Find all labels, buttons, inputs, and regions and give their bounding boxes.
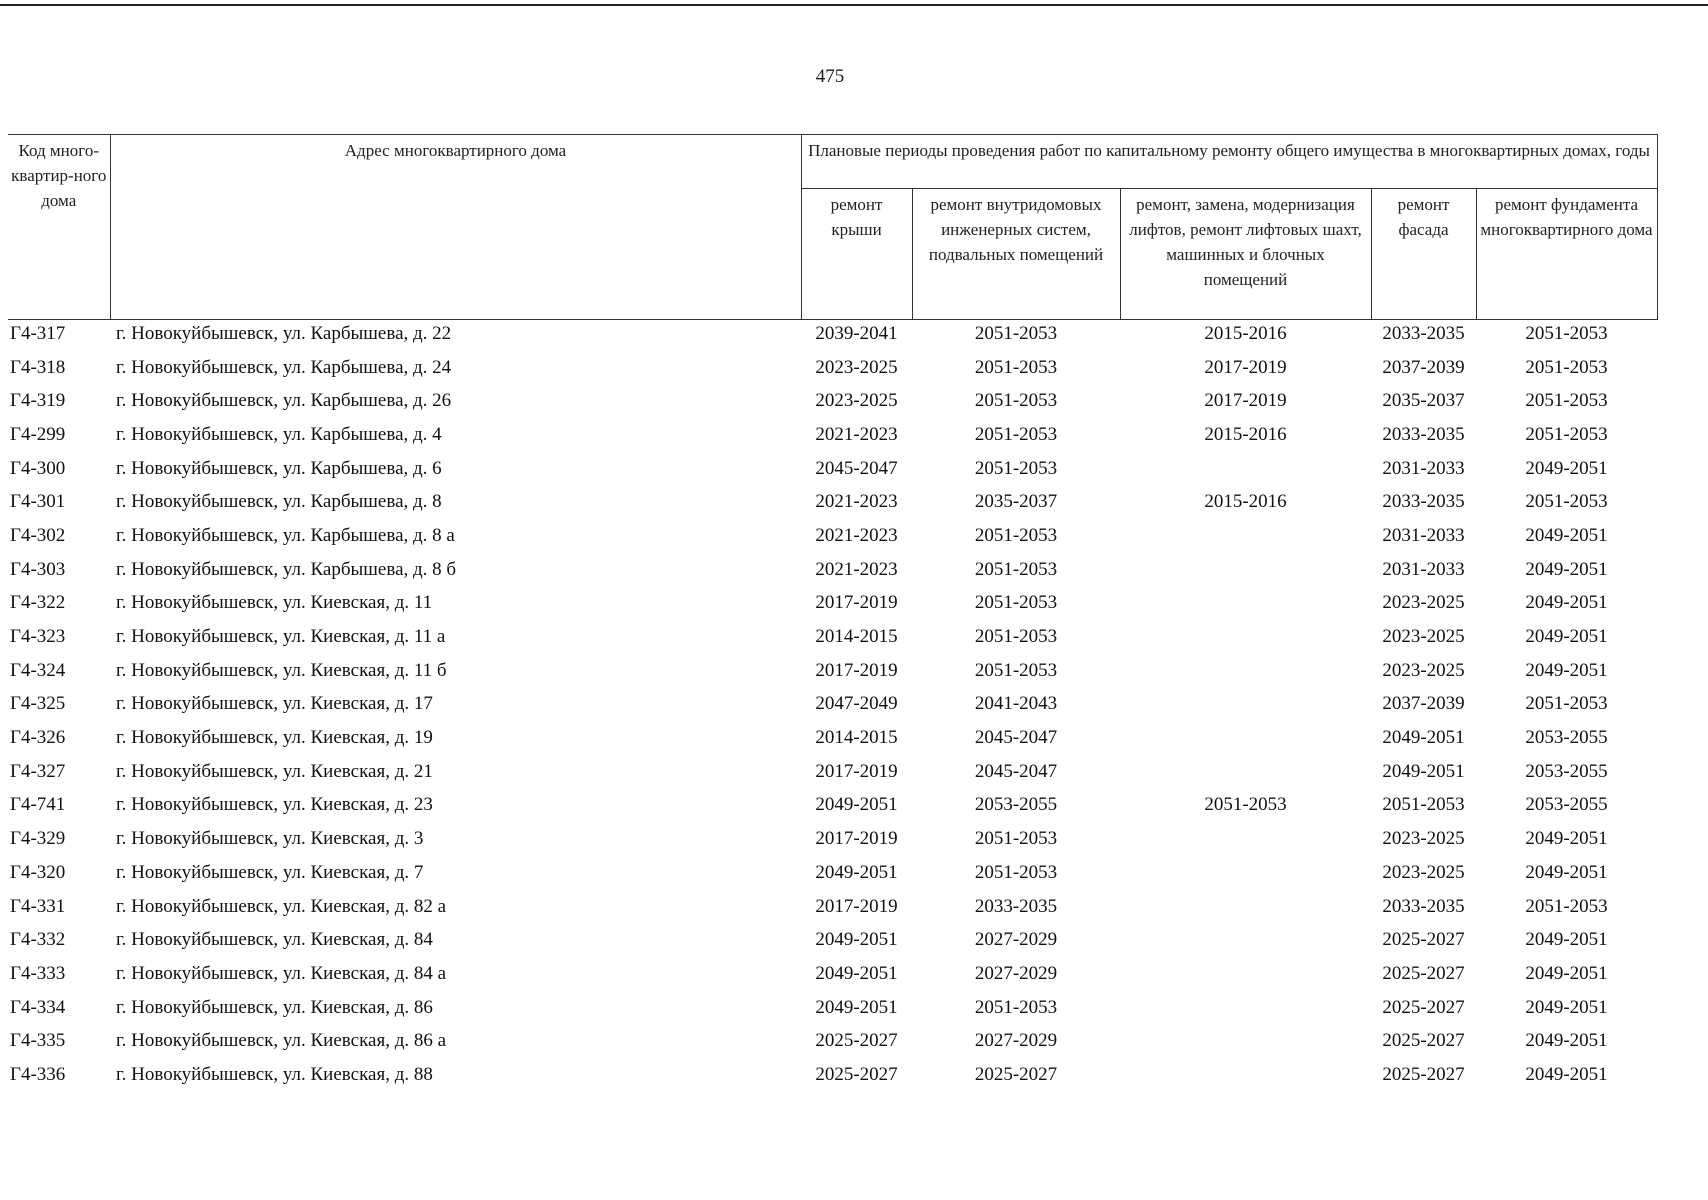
cell-facade: 2035-2037 (1382, 390, 1465, 412)
cell-elevators: 2015-2016 (1204, 322, 1287, 344)
cell-facade: 2033-2035 (1382, 322, 1465, 344)
cell-address: г. Новокуйбышевск, ул. Карбышева, д. 8 б (116, 558, 457, 580)
cell-address: г. Новокуйбышевск, ул. Киевская, д. 7 (116, 861, 424, 883)
cell-code: Г4-317 (10, 322, 66, 344)
cell-address: г. Новокуйбышевск, ул. Киевская, д. 11 б (116, 659, 447, 681)
cell-engineering: 2051-2053 (974, 390, 1058, 412)
cell-facade: 2025-2027 (1382, 929, 1465, 951)
cell-elevators (1120, 957, 1371, 991)
cell-address: г. Новокуйбышевск, ул. Киевская, д. 21 (116, 760, 433, 782)
cell-engineering: 2027-2029 (974, 1030, 1058, 1052)
cell-facade: 2025-2027 (1382, 1030, 1465, 1052)
cell-facade: 2031-2033 (1382, 558, 1465, 580)
cell-roof: 2045-2047 (815, 457, 898, 479)
table-row (8, 957, 1657, 991)
cell-engineering: 2027-2029 (974, 929, 1058, 951)
cell-address: г. Новокуйбышевск, ул. Киевская, д. 23 (116, 794, 433, 816)
table-row (8, 418, 1657, 452)
cell-facade: 2033-2035 (1382, 423, 1465, 445)
cell-elevators (1120, 1058, 1371, 1092)
cell-foundation: 2049-2051 (1525, 962, 1608, 984)
cell-code: Г4-333 (10, 962, 66, 984)
cell-foundation: 2051-2053 (1525, 390, 1608, 412)
cell-engineering: 2035-2037 (974, 491, 1058, 513)
cell-facade: 2031-2033 (1382, 524, 1465, 546)
cell-address: г. Новокуйбышевск, ул. Киевская, д. 88 (116, 1063, 433, 1085)
cell-roof: 2023-2025 (815, 356, 898, 378)
cell-roof: 2021-2023 (815, 491, 898, 513)
cell-engineering: 2025-2027 (974, 1063, 1058, 1085)
cell-engineering: 2051-2053 (974, 423, 1058, 445)
table-row (8, 688, 1657, 722)
cell-code: Г4-302 (10, 524, 66, 546)
cell-facade: 2037-2039 (1382, 356, 1465, 378)
header-code: Код много-квартир-ного дома (8, 135, 110, 320)
cell-facade: 2025-2027 (1382, 1063, 1465, 1085)
cell-code: Г4-331 (10, 895, 66, 917)
cell-elevators (1120, 721, 1371, 755)
cell-address: г. Новокуйбышевск, ул. Карбышева, д. 22 (116, 322, 452, 344)
cell-roof: 2021-2023 (815, 558, 898, 580)
cell-code: Г4-318 (10, 356, 66, 378)
cell-roof: 2025-2027 (815, 1030, 898, 1052)
table-row (8, 721, 1657, 755)
cell-code: Г4-300 (10, 457, 66, 479)
cell-roof: 2039-2041 (815, 322, 898, 344)
cell-foundation: 2049-2051 (1525, 929, 1608, 951)
cell-foundation: 2049-2051 (1525, 861, 1608, 883)
cell-facade: 2023-2025 (1382, 592, 1465, 614)
cell-code: Г4-323 (10, 626, 66, 648)
cell-roof: 2049-2051 (815, 861, 898, 883)
cell-facade: 2023-2025 (1382, 626, 1465, 648)
cell-elevators (1120, 890, 1371, 924)
cell-roof: 2049-2051 (815, 794, 898, 816)
cell-elevators: 2051-2053 (1204, 794, 1287, 816)
cell-code: Г4-335 (10, 1030, 66, 1052)
cell-foundation: 2049-2051 (1525, 996, 1608, 1018)
header-address: Адрес многоквартирного дома (110, 135, 801, 320)
cell-code: Г4-301 (10, 491, 66, 513)
cell-foundation: 2053-2055 (1525, 760, 1608, 782)
cell-code: Г4-329 (10, 828, 66, 850)
cell-elevators (1120, 923, 1371, 957)
cell-foundation: 2051-2053 (1525, 491, 1608, 513)
cell-address: г. Новокуйбышевск, ул. Карбышева, д. 8 а (116, 524, 455, 546)
cell-code: Г4-299 (10, 423, 66, 445)
cell-address: г. Новокуйбышевск, ул. Киевская, д. 19 (116, 727, 433, 749)
cell-facade: 2049-2051 (1382, 760, 1465, 782)
cell-foundation: 2051-2053 (1525, 322, 1608, 344)
cell-roof: 2017-2019 (815, 760, 898, 782)
cell-facade: 2023-2025 (1382, 659, 1465, 681)
table-row (8, 1024, 1657, 1058)
table-row (8, 452, 1657, 486)
cell-address: г. Новокуйбышевск, ул. Киевская, д. 86 а (116, 1030, 447, 1052)
cell-roof: 2017-2019 (815, 895, 898, 917)
cell-elevators (1120, 755, 1371, 789)
cell-roof: 2017-2019 (815, 659, 898, 681)
table-row (8, 351, 1657, 385)
cell-address: г. Новокуйбышевск, ул. Карбышева, д. 6 (116, 457, 442, 479)
header-roof: ремонт крыши (801, 189, 912, 320)
header-foundation: ремонт фундамента многоквартирного дома (1476, 189, 1657, 320)
cell-engineering: 2051-2053 (974, 524, 1058, 546)
cell-facade: 2033-2035 (1382, 895, 1465, 917)
cell-roof: 2023-2025 (815, 390, 898, 412)
cell-elevators (1120, 620, 1371, 654)
cell-elevators (1120, 1024, 1371, 1058)
cell-elevators: 2017-2019 (1204, 390, 1287, 412)
cell-foundation: 2049-2051 (1525, 626, 1608, 648)
cell-code: Г4-334 (10, 996, 66, 1018)
cell-foundation: 2049-2051 (1525, 558, 1608, 580)
table-row (8, 654, 1657, 688)
header-elevators: ремонт, замена, модернизация лифтов, ремонт лифтовых шахт, машинных и блочных помещений (1120, 189, 1371, 320)
cell-roof: 2025-2027 (815, 1063, 898, 1085)
table-body (8, 317, 1657, 1092)
cell-engineering: 2053-2055 (974, 794, 1058, 816)
cell-elevators: 2015-2016 (1204, 491, 1287, 513)
cell-facade: 2025-2027 (1382, 962, 1465, 984)
cell-roof: 2014-2015 (815, 626, 898, 648)
cell-foundation: 2049-2051 (1525, 524, 1608, 546)
cell-foundation: 2049-2051 (1525, 1030, 1608, 1052)
cell-engineering: 2033-2035 (974, 895, 1058, 917)
header-planned-periods: Плановые периоды проведения работ по капитальному ремонту общего имущества в многоквартирных домах, годы (801, 135, 1657, 189)
cell-elevators (1120, 688, 1371, 722)
page-number: 475 (815, 66, 845, 87)
cell-engineering: 2051-2053 (974, 828, 1058, 850)
cell-engineering: 2051-2053 (974, 659, 1058, 681)
cell-engineering: 2027-2029 (974, 962, 1058, 984)
cell-facade: 2037-2039 (1382, 693, 1465, 715)
cell-facade: 2023-2025 (1382, 861, 1465, 883)
cell-foundation: 2049-2051 (1525, 592, 1608, 614)
table-row (8, 485, 1657, 519)
cell-elevators (1120, 587, 1371, 621)
header-engineering: ремонт внутридомовых инженерных систем, подвальных помещений (912, 189, 1120, 320)
cell-address: г. Новокуйбышевск, ул. Карбышева, д. 26 (116, 390, 452, 412)
cell-code: Г4-327 (10, 760, 66, 782)
cell-code: Г4-319 (10, 390, 66, 412)
cell-engineering: 2051-2053 (974, 592, 1058, 614)
cell-engineering: 2051-2053 (974, 558, 1058, 580)
cell-roof: 2014-2015 (815, 727, 898, 749)
cell-address: г. Новокуйбышевск, ул. Киевская, д. 82 а (116, 895, 447, 917)
cell-address: г. Новокуйбышевск, ул. Карбышева, д. 8 (116, 491, 442, 513)
cell-elevators (1120, 991, 1371, 1025)
table-row (8, 923, 1657, 957)
cell-code: Г4-336 (10, 1063, 66, 1085)
header-facade: ремонт фасада (1371, 189, 1476, 320)
cell-foundation: 2049-2051 (1525, 1063, 1608, 1085)
cell-facade: 2049-2051 (1382, 727, 1465, 749)
cell-elevators (1120, 822, 1371, 856)
table-row (8, 755, 1657, 789)
table-row (8, 991, 1657, 1025)
cell-foundation: 2051-2053 (1525, 895, 1608, 917)
cell-elevators: 2015-2016 (1204, 423, 1287, 445)
cell-roof: 2049-2051 (815, 962, 898, 984)
table-header (8, 134, 1658, 320)
cell-code: Г4-332 (10, 929, 66, 951)
cell-address: г. Новокуйбышевск, ул. Киевская, д. 11 (116, 592, 433, 614)
cell-code: Г4-741 (10, 794, 66, 816)
cell-engineering: 2051-2053 (974, 356, 1058, 378)
cell-engineering: 2045-2047 (974, 727, 1058, 749)
cell-foundation: 2051-2053 (1525, 423, 1608, 445)
top-border-line (0, 4, 1708, 6)
cell-engineering: 2041-2043 (974, 693, 1058, 715)
cell-facade: 2031-2033 (1382, 457, 1465, 479)
cell-foundation: 2049-2051 (1525, 828, 1608, 850)
table-row (8, 587, 1657, 621)
cell-roof: 2017-2019 (815, 828, 898, 850)
cell-code: Г4-326 (10, 727, 66, 749)
cell-code: Г4-320 (10, 861, 66, 883)
cell-facade: 2025-2027 (1382, 996, 1465, 1018)
table-row (8, 856, 1657, 890)
table-row (8, 789, 1657, 823)
table-row (8, 620, 1657, 654)
cell-foundation: 2049-2051 (1525, 457, 1608, 479)
cell-address: г. Новокуйбышевск, ул. Киевская, д. 3 (116, 828, 424, 850)
cell-address: г. Новокуйбышевск, ул. Карбышева, д. 4 (116, 423, 442, 445)
cell-roof: 2021-2023 (815, 423, 898, 445)
cell-code: Г4-325 (10, 693, 66, 715)
cell-address: г. Новокуйбышевск, ул. Киевская, д. 11 а (116, 626, 446, 648)
cell-engineering: 2051-2053 (974, 626, 1058, 648)
cell-foundation: 2051-2053 (1525, 693, 1608, 715)
cell-elevators: 2017-2019 (1204, 356, 1287, 378)
cell-address: г. Новокуйбышевск, ул. Киевская, д. 84 а (116, 962, 447, 984)
cell-facade: 2051-2053 (1382, 794, 1465, 816)
cell-elevators (1120, 452, 1371, 486)
cell-address: г. Новокуйбышевск, ул. Карбышева, д. 24 (116, 356, 452, 378)
cell-elevators (1120, 654, 1371, 688)
cell-address: г. Новокуйбышевск, ул. Киевская, д. 86 (116, 996, 433, 1018)
cell-elevators (1120, 519, 1371, 553)
table-row (8, 384, 1657, 418)
cell-roof: 2021-2023 (815, 524, 898, 546)
table-row (8, 553, 1657, 587)
cell-address: г. Новокуйбышевск, ул. Киевская, д. 17 (116, 693, 433, 715)
cell-engineering: 2051-2053 (974, 996, 1058, 1018)
cell-code: Г4-303 (10, 558, 66, 580)
cell-engineering: 2051-2053 (974, 861, 1058, 883)
table-row (8, 890, 1657, 924)
cell-elevators (1120, 553, 1371, 587)
cell-foundation: 2053-2055 (1525, 794, 1608, 816)
cell-roof: 2049-2051 (815, 929, 898, 951)
cell-foundation: 2049-2051 (1525, 659, 1608, 681)
cell-roof: 2017-2019 (815, 592, 898, 614)
cell-code: Г4-322 (10, 592, 66, 614)
cell-engineering: 2051-2053 (974, 322, 1058, 344)
cell-foundation: 2051-2053 (1525, 356, 1608, 378)
table-row (8, 519, 1657, 553)
cell-engineering: 2051-2053 (974, 457, 1058, 479)
cell-elevators (1120, 856, 1371, 890)
cell-facade: 2033-2035 (1382, 491, 1465, 513)
table-row (8, 822, 1657, 856)
cell-foundation: 2053-2055 (1525, 727, 1608, 749)
cell-engineering: 2045-2047 (974, 760, 1058, 782)
cell-facade: 2023-2025 (1382, 828, 1465, 850)
cell-code: Г4-324 (10, 659, 66, 681)
cell-roof: 2049-2051 (815, 996, 898, 1018)
table-row (8, 1058, 1657, 1092)
table-row (8, 317, 1657, 351)
cell-address: г. Новокуйбышевск, ул. Киевская, д. 84 (116, 929, 433, 951)
cell-roof: 2047-2049 (815, 693, 898, 715)
